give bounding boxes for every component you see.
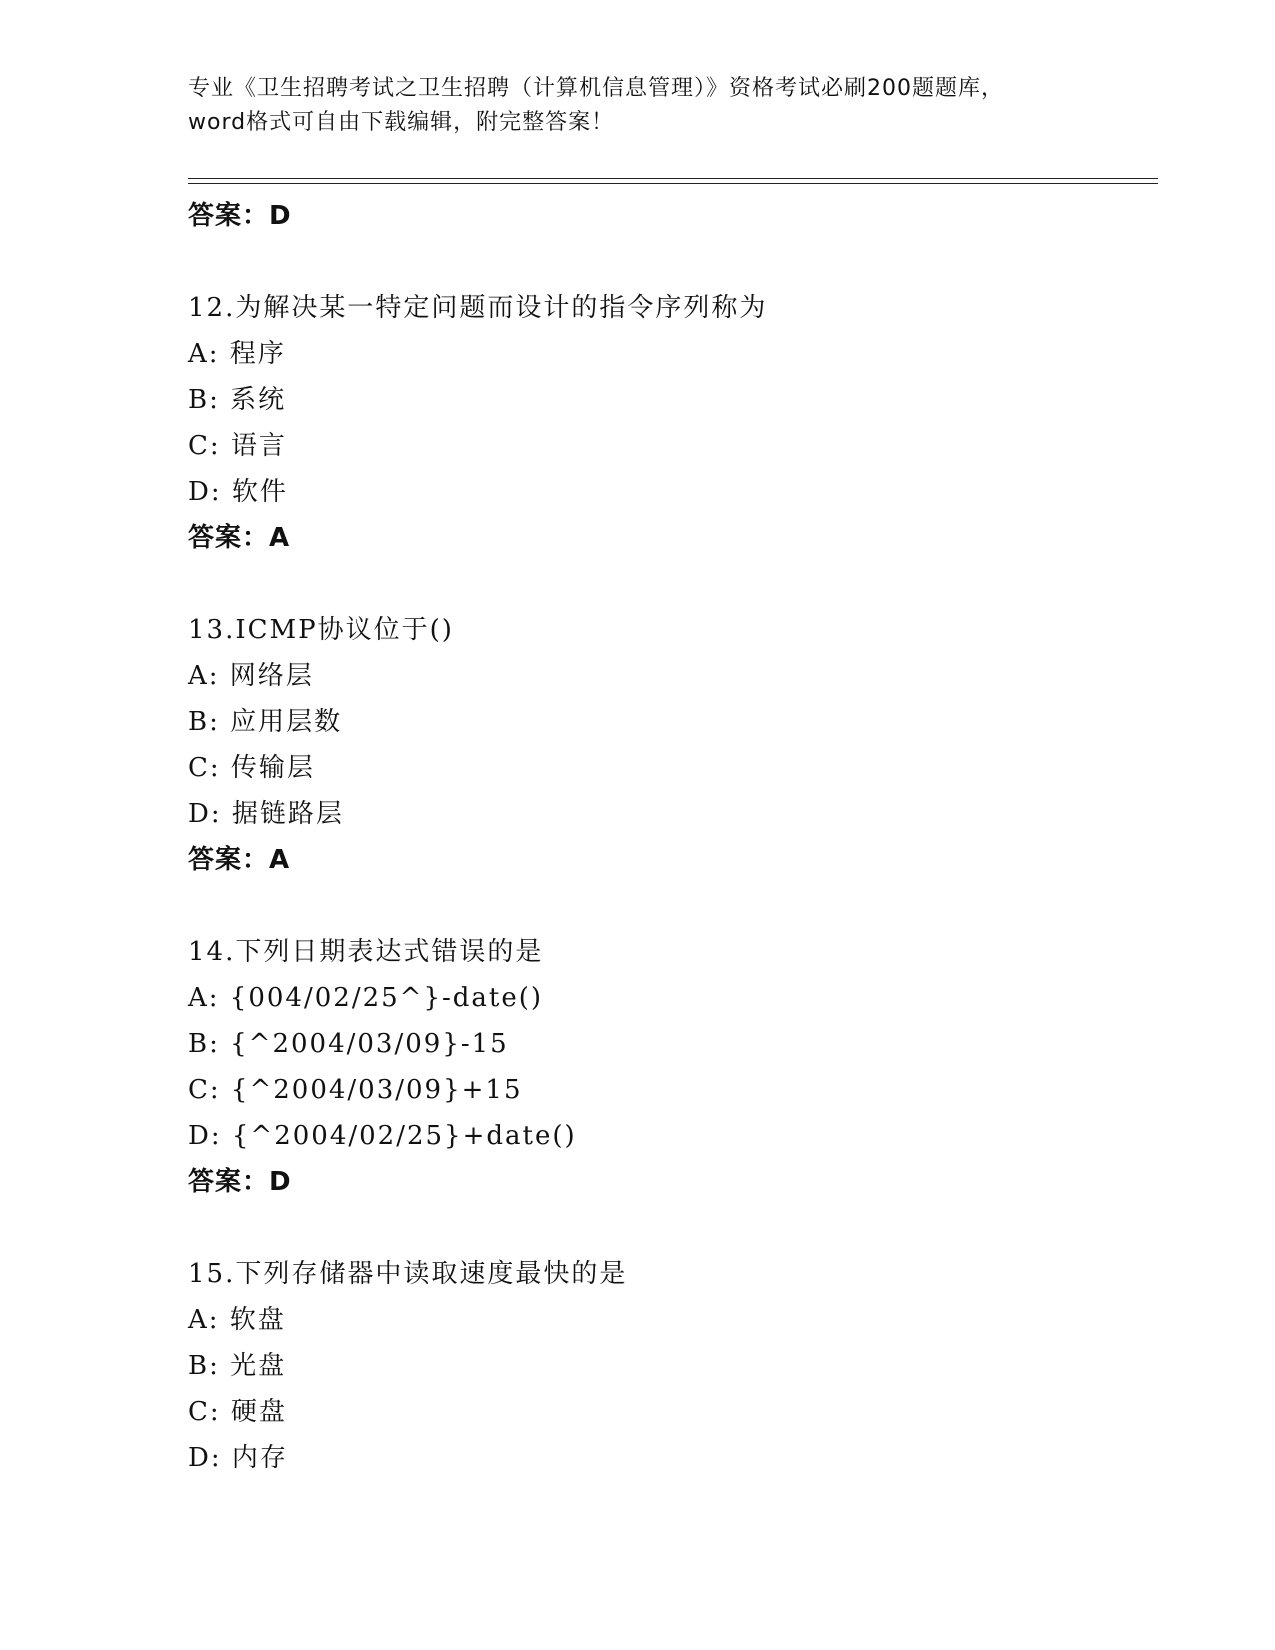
- document-body: [188, 193, 1148, 1481]
- option-c: C: 传输层: [188, 753, 315, 783]
- header-line-1: 专业《卫生招聘考试之卫生招聘（计算机信息管理）》资格考试必刷200题题库，: [188, 76, 1004, 101]
- option-c: C: 语言: [188, 431, 287, 461]
- option-a: A: 软盘: [188, 1305, 286, 1335]
- option-a: A: 网络层: [188, 661, 314, 691]
- option-b: B: 应用层数: [188, 707, 343, 737]
- spacer: [188, 561, 1148, 607]
- option-d: D: 软件: [188, 477, 288, 507]
- question-block: [188, 285, 1148, 561]
- spacer: [188, 883, 1148, 929]
- option-a: A: {004/02/25^}-date(): [188, 983, 544, 1013]
- option-d: D: {^2004/02/25}+date(): [188, 1121, 577, 1151]
- question-block: [188, 929, 1148, 1205]
- option-d: D: 内存: [188, 1443, 288, 1473]
- question-stem: 13.ICMP协议位于(): [188, 615, 454, 645]
- question-block: [188, 1251, 1148, 1481]
- option-b: B: {^2004/03/09}-15: [188, 1029, 509, 1059]
- option-b: B: 系统: [188, 385, 287, 415]
- question-stem: 15.下列存储器中读取速度最快的是: [188, 1259, 628, 1289]
- answer-line: 答案：D: [188, 201, 292, 231]
- option-c: C: 硬盘: [188, 1397, 287, 1427]
- answer-line: 答案：D: [188, 1167, 292, 1197]
- spacer: [188, 1205, 1148, 1251]
- option-b: B: 光盘: [188, 1351, 287, 1381]
- document-header: [188, 72, 1118, 140]
- option-d: D: 据链路层: [188, 799, 344, 829]
- answer-line: 答案：A: [188, 523, 291, 553]
- question-stem: 12.为解决某一特定问题而设计的指令序列称为: [188, 293, 768, 323]
- question-stem: 14.下列日期表达式错误的是: [188, 937, 544, 967]
- spacer: [188, 239, 1148, 285]
- answer-line: 答案：A: [188, 845, 291, 875]
- header-divider: [188, 178, 1158, 184]
- question-block: [188, 607, 1148, 883]
- option-c: C: {^2004/03/09}+15: [188, 1075, 523, 1105]
- option-a: A: 程序: [188, 339, 286, 369]
- header-line-2: word格式可自由下载编辑，附完整答案！: [188, 110, 615, 135]
